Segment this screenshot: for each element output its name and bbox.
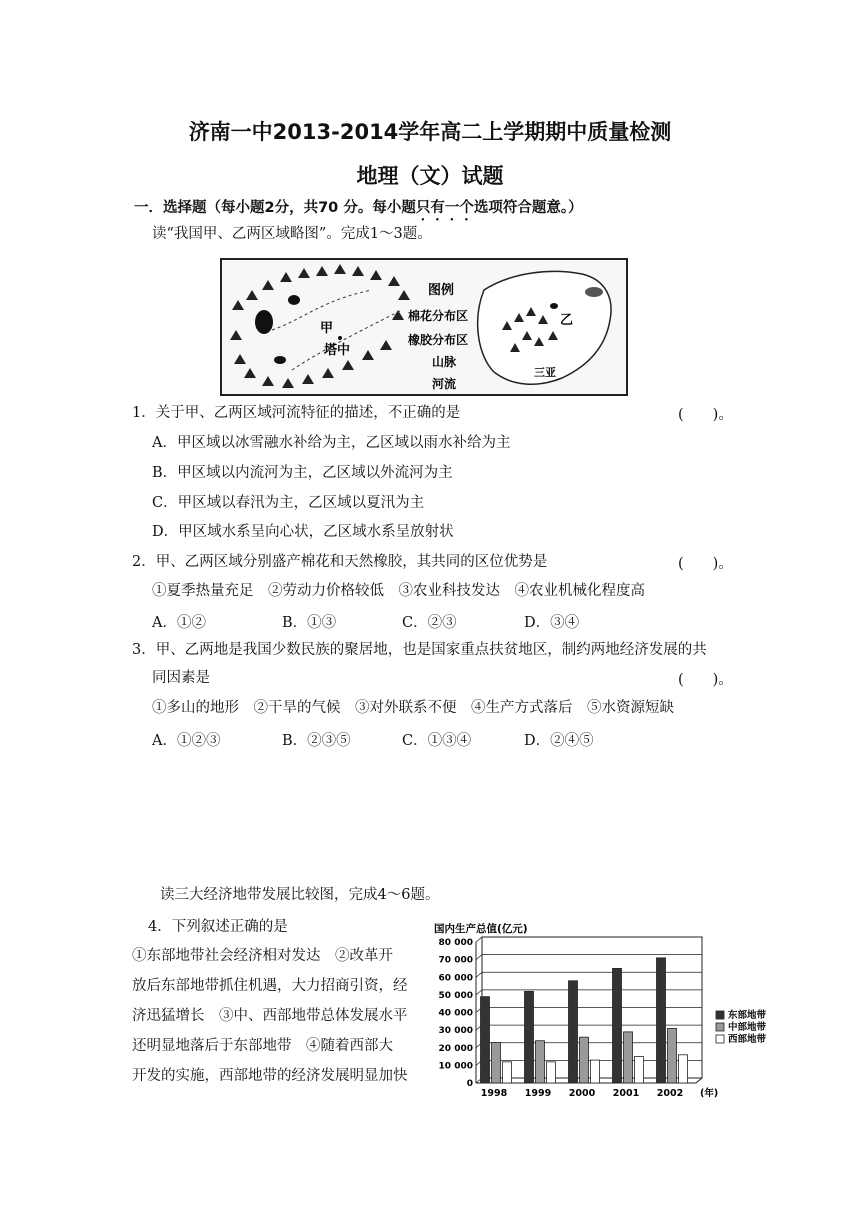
x-tick-label: 2000 [568, 1088, 596, 1099]
gdp-bar-chart-svg [430, 920, 790, 1100]
bar-西部地带-2000 [591, 1060, 600, 1083]
x-tick-label: 2001 [612, 1088, 640, 1099]
bar-中部地带-1998 [492, 1042, 501, 1083]
q3-stem: 3．甲、乙两地是我国少数民族的聚居地，也是国家重点扶贫地区，制约两地经济发展的共 [132, 642, 707, 658]
y-tick-label: 40 000 [438, 1008, 473, 1019]
x-tick-label: 1998 [480, 1088, 508, 1099]
region-map-drawing [222, 260, 626, 394]
q3-stem-cont: 同因素是 [152, 670, 210, 686]
y-tick-label: 80 000 [438, 938, 473, 948]
grid-diagonal [476, 990, 482, 995]
q2-answer-paren: ( )。 [678, 556, 733, 572]
bar-中部地带-2001 [624, 1032, 633, 1083]
bar-中部地带-2000 [580, 1037, 589, 1083]
map-label-tazhong: 塔中 [324, 343, 351, 358]
grid-diagonal [476, 955, 482, 960]
map-label-yi: 乙 [560, 313, 574, 328]
bar-东部地带-2001 [613, 968, 622, 1083]
bar-西部地带-2002 [679, 1055, 688, 1083]
region-map [220, 258, 628, 396]
legend-mountain: 山脉 [432, 355, 457, 369]
bar-西部地带-1999 [547, 1062, 556, 1083]
gdp-bar-chart [430, 920, 790, 1100]
q2-choice-a: A．①② [152, 615, 206, 631]
y-tick-label: 50 000 [438, 990, 473, 1001]
y-tick-label: 30 000 [438, 1026, 473, 1037]
q3-choice-d: D．②④⑤ [524, 733, 594, 749]
q2-stem: 2．甲、乙两区域分别盛产棉花和天然橡胶，其共同的区位优势是 [132, 554, 548, 570]
bar-中部地带-2002 [668, 1028, 677, 1083]
legend-label: 东部地带 [728, 1010, 767, 1021]
q4-line-2: 放后东部地带抓住机遇，大力招商引资，经 [132, 978, 408, 994]
section-heading-emphasis: 只有一个 [415, 200, 474, 216]
bar-东部地带-1998 [481, 997, 490, 1083]
q2-items: ①夏季热量充足 ②劳动力价格较低 ③农业科技发达 ④农业机械化程度高 [152, 583, 645, 599]
legend-rubber: 橡胶分布区 [408, 333, 469, 347]
map-intro: 读“我国甲、乙两区域略图”。完成1～3题。 [152, 226, 432, 242]
bar-西部地带-1998 [503, 1062, 512, 1083]
bar-东部地带-1999 [525, 991, 534, 1083]
q3-choice-a: A．①②③ [152, 733, 221, 749]
q3-answer-paren: ( )。 [678, 672, 733, 688]
q3-choice-c: C．①③④ [402, 733, 472, 749]
q4-stem: 4．下列叙述正确的是 [148, 919, 288, 935]
y-tick-label: 0 [466, 1079, 473, 1089]
q4-line-5: 开发的实施，西部地带的经济发展明显加快 [132, 1068, 408, 1084]
chart-ylabel: 国内生产总值(亿元) [434, 923, 528, 935]
x-axis-unit: (年) [700, 1088, 719, 1099]
q1-option-b: B．甲区域以内流河为主，乙区域以外流河为主 [152, 465, 453, 481]
legend-swatch [716, 1035, 724, 1043]
q2-choice-c: C．②③ [402, 615, 457, 631]
q4-line-3: 济迅猛增长 ③中、西部地带总体发展水平 [132, 1008, 408, 1024]
y-tick-label: 70 000 [438, 955, 473, 966]
x-axis-depth [696, 1078, 702, 1083]
legend-label: 中部地带 [728, 1022, 767, 1033]
q1-option-a: A．甲区域以冰雪融水补给为主，乙区域以雨水补给为主 [152, 435, 511, 451]
exam-subtitle: 地理（文）试题 [356, 164, 504, 188]
q1-option-c: C．甲区域以春汛为主，乙区域以夏汛为主 [152, 495, 425, 511]
grid-diagonal [476, 972, 482, 977]
y-tick-label: 10 000 [438, 1061, 473, 1072]
legend-title: 图例 [428, 283, 455, 298]
q3-items: ①多山的地形 ②干旱的气候 ③对外联系不便 ④生产方式落后 ⑤水资源短缺 [152, 700, 674, 716]
legend-river: 河流 [432, 377, 457, 391]
bar-中部地带-1999 [536, 1041, 545, 1083]
q1-answer-paren: ( )。 [678, 407, 733, 423]
legend-cotton: 棉花分布区 [408, 309, 469, 323]
q1-option-d: D．甲区域水系呈向心状，乙区域水系呈放射状 [152, 524, 454, 540]
section-heading-part2: 选项符合题意。） [473, 200, 583, 216]
section-heading [134, 198, 583, 224]
legend-swatch [716, 1023, 724, 1031]
grid-diagonal [476, 937, 482, 942]
bar-东部地带-2002 [657, 958, 666, 1083]
bar-西部地带-2001 [635, 1057, 644, 1083]
section-heading-part1: 一．选择题（每小题2分，共70 分。每小题 [134, 200, 416, 216]
q4-line-4: 还明显地落后于东部地带 ④随着西部大 [132, 1038, 393, 1054]
y-tick-label: 60 000 [438, 973, 473, 984]
q4-line-1: ①东部地带社会经济相对发达 ②改革开 [132, 948, 393, 964]
q1-stem: 1．关于甲、乙两区域河流特征的描述，不正确的是 [132, 405, 461, 421]
q3-choice-b: B．②③⑤ [282, 733, 351, 749]
y-tick-label: 20 000 [438, 1043, 473, 1054]
chart-intro: 读三大经济地带发展比较图，完成4～6题。 [160, 887, 440, 903]
map-label-jia: 甲 [320, 321, 334, 336]
legend-label: 西部地带 [728, 1034, 767, 1045]
bar-东部地带-2000 [569, 981, 578, 1083]
x-tick-label: 1999 [524, 1088, 552, 1099]
legend-swatch [716, 1011, 724, 1019]
map-label-sanya: 三亚 [534, 366, 556, 379]
x-tick-label: 2002 [656, 1088, 684, 1099]
q2-choice-b: B．①③ [282, 615, 337, 631]
q2-choice-d: D．③④ [524, 615, 580, 631]
exam-title: 济南一中2013-2014学年高二上学期期中质量检测 [188, 120, 672, 144]
